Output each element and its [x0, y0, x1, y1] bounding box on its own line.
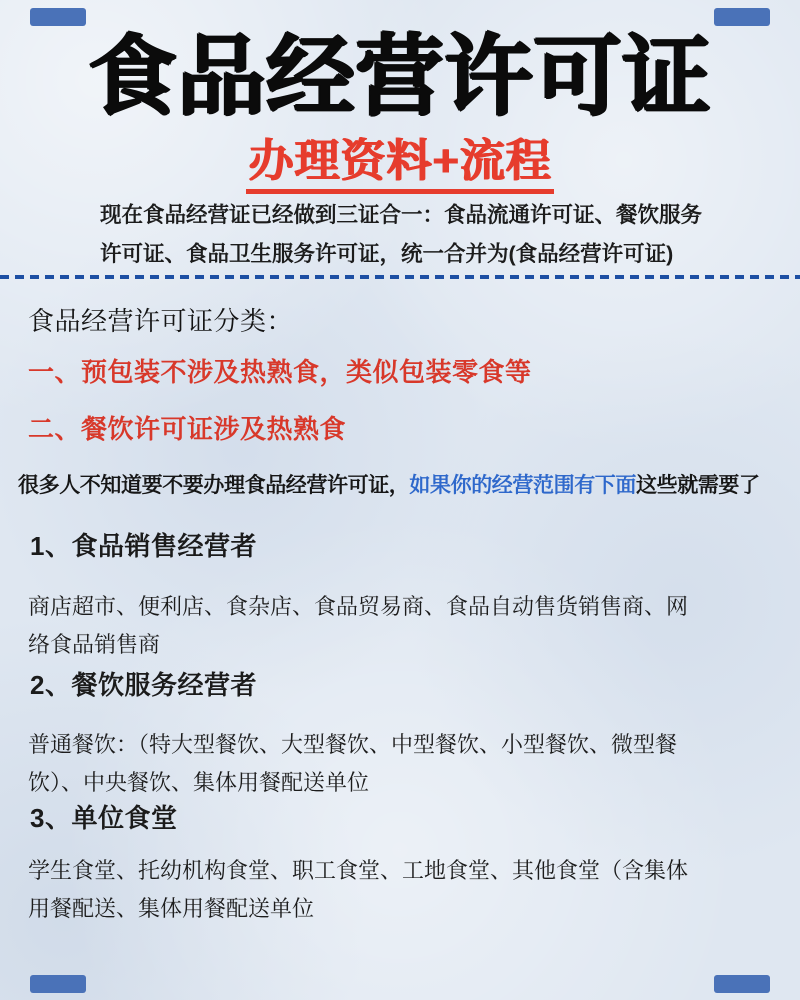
note-suffix: 这些就需要了 — [636, 474, 760, 497]
section-1-body: 商店超市、便利店、食杂店、食品贸易商、食品自动售货销售商、网络食品销售商 — [28, 594, 689, 657]
subtitle-container — [0, 137, 800, 194]
section-3-title: 3、单位食堂 — [30, 803, 178, 833]
corner-accent-top-left — [30, 8, 86, 26]
classification-item-2: 二、餐饮许可证涉及热熟食 — [28, 414, 347, 444]
intro-paragraph: 现在食品经营证已经做到三证合一：食品流通许可证、餐饮服务许可证、食品卫生服务许可证，统一合并为(食品经营许可证) — [100, 203, 703, 266]
section-1-title: 1、食品销售经营者 — [30, 531, 257, 561]
dashed-divider — [0, 275, 800, 279]
section-2-title: 2、餐饮服务经营者 — [30, 670, 257, 700]
classification-heading: 食品经营许可证分类： — [28, 306, 294, 336]
section-3-body: 学生食堂、托幼机构食堂、职工食堂、工地食堂、其他食堂（含集体用餐配送、集体用餐配送单位 — [28, 858, 689, 921]
note-highlight: 如果你的经营范围有下面 — [409, 474, 637, 497]
section-2-body: 普通餐饮：（特大型餐饮、大型餐饮、中型餐饮、小型餐饮、微型餐饮）、中央餐饮、集体用餐配送单位 — [28, 732, 678, 795]
page-title: 食品经营许可证 — [88, 27, 712, 126]
corner-accent-top-right — [714, 8, 770, 26]
corner-accent-bottom-right — [714, 975, 770, 993]
note-prefix: 很多人不知道要不要办理食品经营许可证， — [18, 474, 410, 497]
classification-item-1: 一、预包装不涉及热熟食，类似包装零食等 — [28, 357, 532, 387]
corner-accent-bottom-left — [30, 975, 86, 993]
page-subtitle: 办理资料+流程 — [246, 137, 553, 194]
note-line — [18, 472, 788, 499]
